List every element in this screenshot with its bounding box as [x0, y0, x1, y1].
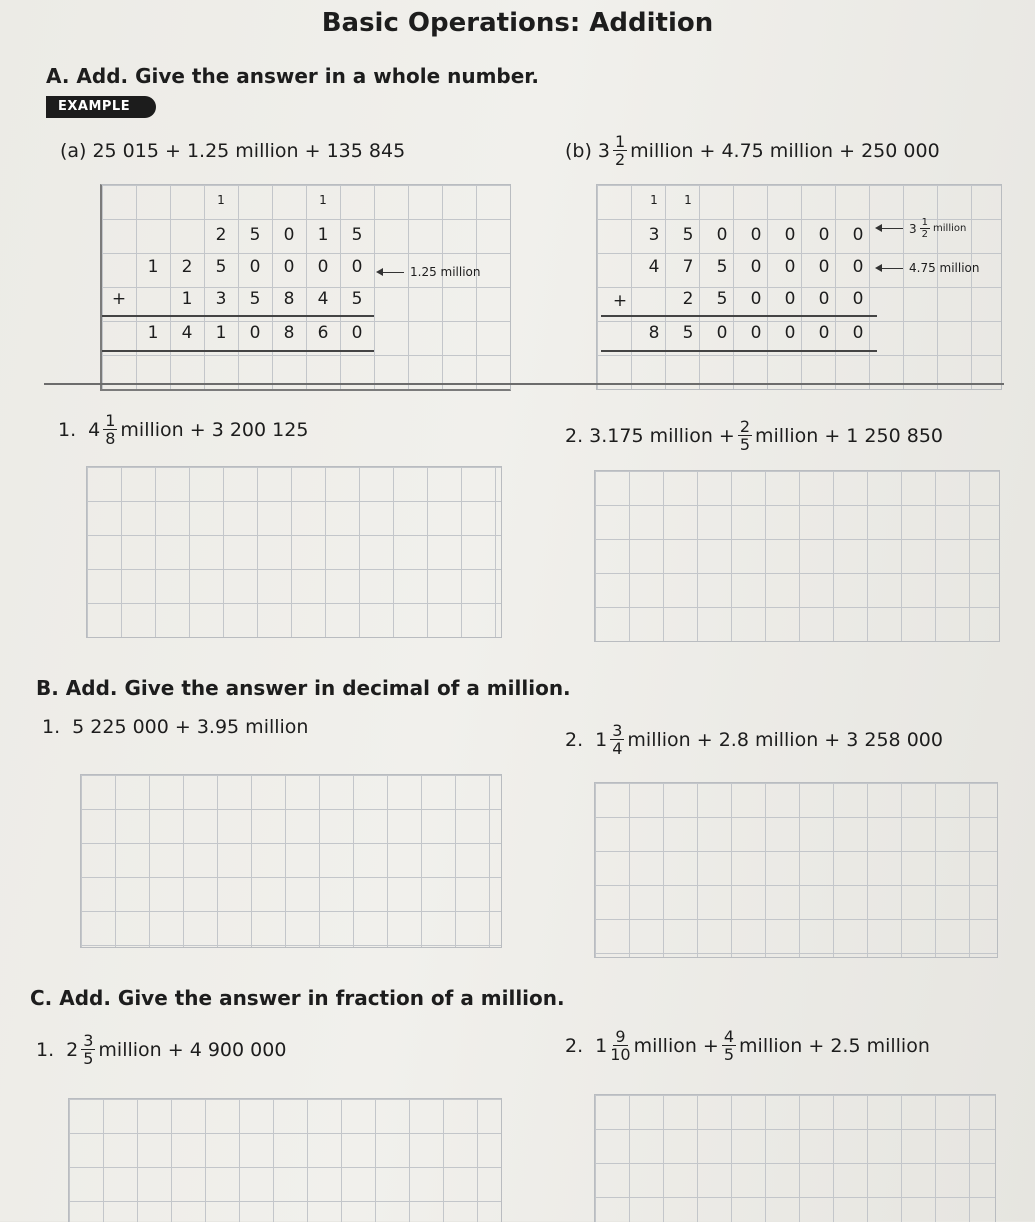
c-q1-number: 1.: [36, 1038, 55, 1061]
example-b-label: (b): [565, 139, 592, 162]
a-q2-problem: [565, 418, 943, 453]
example-b-row2-digit: 7: [682, 257, 694, 277]
example-a-sum-digit: 4: [181, 323, 193, 343]
example-a-row2-digit: 0: [249, 257, 261, 277]
example-b-row3-digit: 0: [818, 289, 830, 309]
example-b-row1-note-den: 2: [921, 229, 929, 240]
section-b-heading: B. Add. Give the answer in decimal of a million.: [36, 676, 571, 700]
b-q1-answer-grid[interactable]: [80, 774, 502, 948]
example-a-row3-digit: 5: [249, 289, 261, 309]
example-b-row2-digit: 0: [852, 257, 864, 277]
example-badge: EXAMPLE: [46, 96, 156, 118]
example-a-row2-digit: 5: [215, 257, 227, 277]
example-a-row3-digit: 3: [215, 289, 227, 309]
b-q2-problem: [565, 722, 943, 757]
c-q2-frac-den: 10: [610, 1045, 631, 1064]
c-q2-frac2-num: 4: [723, 1027, 735, 1046]
example-b-row2-note: [877, 261, 980, 275]
example-a-sum-digit: 0: [351, 323, 363, 343]
example-b-row1-digit: 0: [784, 225, 796, 245]
example-b-row2-note-text: 4.75 million: [909, 261, 980, 275]
example-b-problem: [565, 133, 940, 168]
example-b-fraction: [613, 133, 627, 168]
a-q1-problem: [58, 412, 308, 447]
c-q1-frac-num: 3: [83, 1031, 94, 1050]
a-q1-frac-den: 8: [105, 429, 116, 448]
example-b-sum-digit: 0: [852, 323, 864, 343]
a-q1-fraction: [103, 412, 117, 447]
example-b-whole: 3: [597, 139, 610, 162]
example-b-row1-digit: 0: [818, 225, 830, 245]
example-a-row1-digit: 5: [249, 225, 261, 245]
a-q2-fraction: [738, 418, 752, 453]
example-a-row2-digit: 0: [317, 257, 329, 277]
b-q2-whole: 1: [595, 728, 608, 751]
example-b-row1-note-word: million: [933, 223, 967, 234]
sum-rule-bottom: [601, 350, 877, 352]
example-b-row1-digit: 5: [682, 225, 694, 245]
example-a-row3-digit: 8: [283, 289, 295, 309]
example-b-sum-digit: 8: [648, 323, 660, 343]
b-q2-rest: million + 2.8 million + 3 258 000: [627, 728, 943, 751]
a-q2-pre: 3.175 million +: [589, 424, 735, 447]
c-q2-frac-num: 9: [615, 1027, 626, 1046]
c-q2-problem: [565, 1028, 930, 1063]
example-b-row2-digit: 0: [818, 257, 830, 277]
c-q1-problem: [36, 1032, 286, 1067]
example-b-row2-digit: 4: [648, 257, 660, 277]
example-b-row1-note-whole: 3: [909, 221, 917, 236]
b-q1-text: 5 225 000 + 3.95 million: [72, 716, 309, 738]
example-b-carry-2: 1: [684, 193, 692, 207]
example-a-row1-digit: 2: [215, 225, 227, 245]
example-a-row2-digit: 1: [147, 257, 159, 277]
example-b-row3-digit: 2: [682, 289, 694, 309]
example-a-sum-digit: 0: [249, 323, 261, 343]
c-q1-whole: 2: [66, 1038, 79, 1061]
a-q1-answer-grid[interactable]: [86, 466, 502, 638]
c-q2-number: 2.: [565, 1034, 584, 1057]
example-a-row2-note-text: 1.25 million: [410, 265, 481, 279]
section-c-heading: C. Add. Give the answer in fraction of a million.: [30, 986, 565, 1010]
b-q1-problem: [42, 716, 308, 738]
b-q2-frac-den: 4: [612, 739, 623, 758]
c-q2-mid: million +: [633, 1034, 719, 1057]
a-q1-rest: million + 3 200 125: [120, 418, 309, 441]
c-q1-rest: million + 4 900 000: [98, 1038, 287, 1061]
example-b-row3-digit: 0: [750, 289, 762, 309]
example-a-problem: [60, 140, 405, 162]
example-b-sum-digit: 0: [818, 323, 830, 343]
example-b-sum-digit: 5: [682, 323, 694, 343]
example-b-row1-digit: 0: [750, 225, 762, 245]
example-a-row1-digit: 1: [317, 225, 329, 245]
a-q1-whole: 4: [88, 418, 101, 441]
b-q2-answer-grid[interactable]: [594, 782, 998, 958]
a-q1-frac-num: 1: [105, 411, 116, 430]
example-b-sum-digit: 0: [784, 323, 796, 343]
left-arrow-icon: [877, 228, 903, 229]
sum-rule: [102, 315, 374, 317]
example-b-sum-digit: 0: [716, 323, 728, 343]
example-b-grid: [596, 184, 1002, 390]
example-a-row2-digit: 0: [351, 257, 363, 277]
example-a-sum-digit: 8: [283, 323, 295, 343]
example-a-sum-digit: 1: [147, 323, 159, 343]
example-b-row1-note-num: 1: [921, 217, 929, 228]
example-b-frac-num: 1: [614, 132, 626, 151]
example-b-row1-digit: 0: [716, 225, 728, 245]
example-b-row2-digit: 0: [784, 257, 796, 277]
example-b-rest: million + 4.75 million + 250 000: [630, 139, 940, 162]
example-a-row3-digit: 5: [351, 289, 363, 309]
example-b-row2-digit: 5: [716, 257, 728, 277]
example-b-row3-digit: 5: [716, 289, 728, 309]
c-q2-fraction: [610, 1028, 630, 1063]
example-a-carry-2: 1: [319, 193, 327, 207]
b-q1-number: 1.: [42, 716, 61, 738]
example-a-row3-digit: 4: [317, 289, 329, 309]
example-b-plus-sign: +: [612, 291, 628, 311]
section-a-heading: A. Add. Give the answer in a whole number.: [46, 64, 539, 88]
example-a-grid: [100, 184, 511, 391]
left-arrow-icon: [378, 272, 404, 273]
example-a-row2-digit: 2: [181, 257, 193, 277]
page-title: Basic Operations: Addition: [321, 8, 714, 38]
example-b-row1-note-fraction: [920, 217, 930, 240]
a-q2-answer-grid[interactable]: [594, 470, 1000, 642]
sum-rule: [601, 315, 877, 317]
example-a-plus-sign: +: [111, 289, 127, 309]
b-q2-frac-num: 3: [612, 721, 623, 740]
example-b-carry-1: 1: [650, 193, 658, 207]
example-a-row2-digit: 0: [283, 257, 295, 277]
c-q2-whole: 1: [595, 1034, 608, 1057]
example-b-row1-note: [877, 217, 966, 240]
c-q2-fraction-2: [722, 1028, 736, 1063]
a-q2-rest: million + 1 250 850: [755, 424, 944, 447]
a-q2-frac-den: 5: [739, 435, 751, 454]
example-b-row1-digit: 0: [852, 225, 864, 245]
c-q2-frac2-den: 5: [723, 1045, 735, 1064]
a-q2-frac-num: 2: [739, 417, 751, 436]
b-q2-fraction: [610, 722, 624, 757]
example-b-sum-digit: 0: [750, 323, 762, 343]
a-q1-number: 1.: [58, 418, 77, 441]
example-a-row1-digit: 5: [351, 225, 363, 245]
example-b-row3-digit: 0: [852, 289, 864, 309]
a-q2-number: 2.: [565, 424, 584, 447]
b-q2-number: 2.: [565, 728, 584, 751]
example-b-row2-digit: 0: [750, 257, 762, 277]
example-a-row2-note: [378, 265, 481, 279]
example-divider: [44, 383, 1004, 385]
example-b-row3-digit: 0: [784, 289, 796, 309]
sum-rule-bottom: [102, 350, 374, 352]
example-b-row1-digit: 3: [648, 225, 660, 245]
c-q1-fraction: [81, 1032, 95, 1067]
example-a-carry-1: 1: [217, 193, 225, 207]
example-b-frac-den: 2: [614, 150, 626, 169]
example-a-sum-digit: 1: [215, 323, 227, 343]
example-a-row1-digit: 0: [283, 225, 295, 245]
c-q1-answer-grid[interactable]: [68, 1098, 502, 1222]
c-q2-rest: million + 2.5 million: [739, 1034, 930, 1057]
example-a-label: (a): [60, 140, 87, 162]
left-arrow-icon: [877, 268, 903, 269]
example-a-text: 25 015 + 1.25 million + 135 845: [92, 140, 406, 162]
c-q2-answer-grid[interactable]: [594, 1094, 996, 1222]
example-a-row3-digit: 1: [181, 289, 193, 309]
c-q1-frac-den: 5: [83, 1049, 94, 1068]
example-a-sum-digit: 6: [317, 323, 329, 343]
